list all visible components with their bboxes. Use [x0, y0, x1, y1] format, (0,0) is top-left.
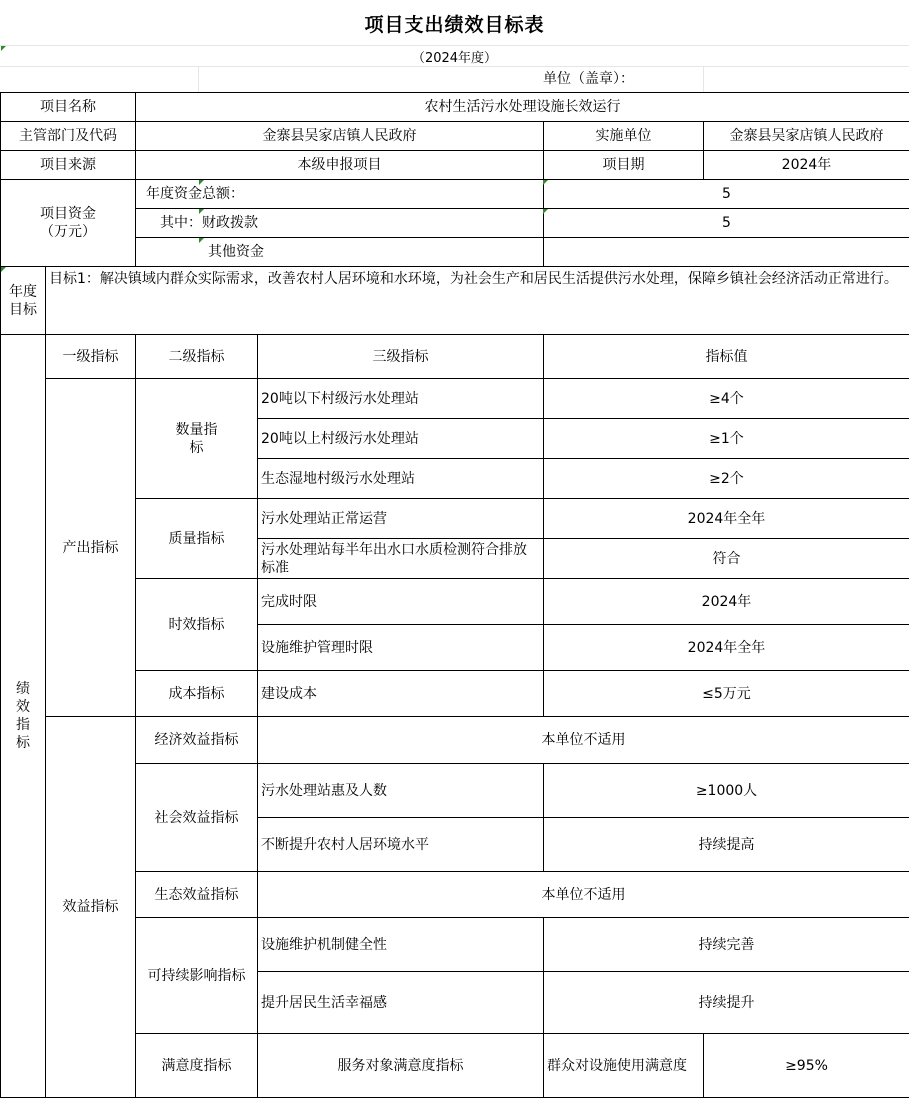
annual-goal-label: 年度目标 — [1, 267, 46, 335]
indicator-name: 建设成本 — [258, 671, 544, 717]
table-row — [1, 499, 909, 539]
impl-label: 实施单位 — [544, 122, 704, 151]
col-header-level1: 一级指标 — [46, 335, 136, 379]
cell-marker — [543, 209, 548, 214]
indicator-name: 设施维护管理时限 — [258, 625, 544, 671]
cell-marker — [1, 46, 6, 51]
indicator-value: ≤5万元 — [544, 671, 909, 717]
table-row — [1, 717, 909, 764]
funds-label: 项目资金 （万元） — [1, 180, 136, 267]
table-row — [1, 122, 909, 151]
gridline — [0, 45, 909, 46]
annual-goal-text: 目标1：解决镇域内群众实际需求，改善农村人居环境和水环境，为社会生产和居民生活提供污水处理，保障乡镇社会经济活动正常进行。 — [46, 267, 909, 335]
indicator-name: 污水处理站每半年出水口水质检测符合排放标准 — [258, 539, 544, 579]
indicator-value: ≥1000人 — [544, 764, 909, 818]
gridline — [703, 66, 704, 92]
service-satisfaction-indicators: 服务对象满意度指标 — [258, 1034, 544, 1098]
source-label: 项目来源 — [1, 151, 136, 180]
social-indicators: 社会效益指标 — [136, 764, 258, 872]
period-label: 项目期 — [544, 151, 704, 180]
indicator-value: 2024年 — [544, 579, 909, 625]
funds-fiscal-label: 其中：财政拨款 — [136, 209, 544, 238]
economic-indicators: 经济效益指标 — [136, 717, 258, 764]
table-row — [1, 918, 909, 972]
dept-value: 金寨县吴家店镇人民政府 — [136, 122, 544, 151]
cell-marker — [199, 180, 204, 185]
funds-other-value — [544, 238, 909, 267]
indicator-name: 20吨以下村级污水处理站 — [258, 379, 544, 419]
table-row — [1, 1034, 909, 1098]
indicator-name: 生态湿地村级污水处理站 — [258, 459, 544, 499]
impl-value: 金寨县吴家店镇人民政府 — [704, 122, 909, 151]
table-row — [1, 209, 909, 238]
table-row — [1, 335, 909, 379]
table-row — [1, 151, 909, 180]
funds-fiscal-value: 5 — [544, 209, 909, 238]
quality-indicators: 质量指标 — [136, 499, 258, 579]
cost-indicators: 成本指标 — [136, 671, 258, 717]
project-name-label: 项目名称 — [1, 93, 136, 122]
cell-marker — [199, 238, 204, 243]
table-row — [1, 379, 909, 419]
satisfaction-indicators: 满意度指标 — [136, 1034, 258, 1098]
indicator-name: 污水处理站惠及人数 — [258, 764, 544, 818]
indicator-value: ≥95% — [704, 1034, 909, 1098]
ecological-indicators: 生态效益指标 — [136, 872, 258, 918]
indicator-value: ≥1个 — [544, 419, 909, 459]
indicator-value: 2024年全年 — [544, 499, 909, 539]
table-row — [1, 579, 909, 625]
page-title: 项目支出绩效目标表 — [0, 0, 909, 46]
performance-table — [0, 92, 909, 1098]
funds-total-label: 年度资金总额： — [136, 180, 544, 209]
source-value: 本级申报项目 — [136, 151, 544, 180]
indicator-value: ≥2个 — [544, 459, 909, 499]
indicator-name: 20吨以上村级污水处理站 — [258, 419, 544, 459]
indicator-name: 不断提升农村人居环境水平 — [258, 818, 544, 872]
table-row — [1, 238, 909, 267]
indicator-name: 提升居民生活幸福感 — [258, 972, 544, 1034]
col-header-level3: 三级指标 — [258, 335, 544, 379]
year-label: （2024年度） — [0, 46, 909, 66]
indicator-value: 持续完善 — [544, 918, 909, 972]
unit-seal-label: 单位（盖章）： — [543, 66, 703, 90]
indicator-value: 本单位不适用 — [258, 872, 909, 918]
col-header-level2: 二级指标 — [136, 335, 258, 379]
funds-other-label: 其他资金 — [136, 238, 544, 267]
indicator-value: 持续提升 — [544, 972, 909, 1034]
table-row — [1, 872, 909, 918]
indicator-value: 2024年全年 — [544, 625, 909, 671]
dept-label: 主管部门及代码 — [1, 122, 136, 151]
sustainability-indicators: 可持续影响指标 — [136, 918, 258, 1034]
benefit-indicators: 效益指标 — [46, 717, 136, 1098]
indicator-name: 污水处理站正常运营 — [258, 499, 544, 539]
gridline — [198, 66, 199, 92]
timeliness-indicators: 时效指标 — [136, 579, 258, 671]
gridline — [0, 66, 909, 67]
indicator-value: 持续提高 — [544, 818, 909, 872]
indicator-value: 本单位不适用 — [258, 717, 909, 764]
table-row — [1, 671, 909, 717]
perf-indicators-label: 绩效指标 — [1, 335, 46, 1098]
period-value: 2024年 — [704, 151, 909, 180]
cell-marker — [199, 209, 204, 214]
funds-total-value: 5 — [544, 180, 909, 209]
indicator-name: 群众对设施使用满意度 — [544, 1034, 704, 1098]
cell-marker — [1, 267, 6, 272]
indicator-value: 符合 — [544, 539, 909, 579]
project-name-value: 农村生活污水处理设施长效运行 — [136, 93, 909, 122]
indicator-value: ≥4个 — [544, 379, 909, 419]
cell-marker — [543, 180, 548, 185]
indicator-name: 设施维护机制健全性 — [258, 918, 544, 972]
col-header-value: 指标值 — [544, 335, 909, 379]
quantity-indicators: 数量指标 — [136, 379, 258, 499]
indicator-name: 完成时限 — [258, 579, 544, 625]
table-row — [1, 180, 909, 209]
output-indicators: 产出指标 — [46, 379, 136, 717]
table-row — [1, 267, 909, 335]
table-row — [1, 764, 909, 818]
table-row — [1, 93, 909, 122]
